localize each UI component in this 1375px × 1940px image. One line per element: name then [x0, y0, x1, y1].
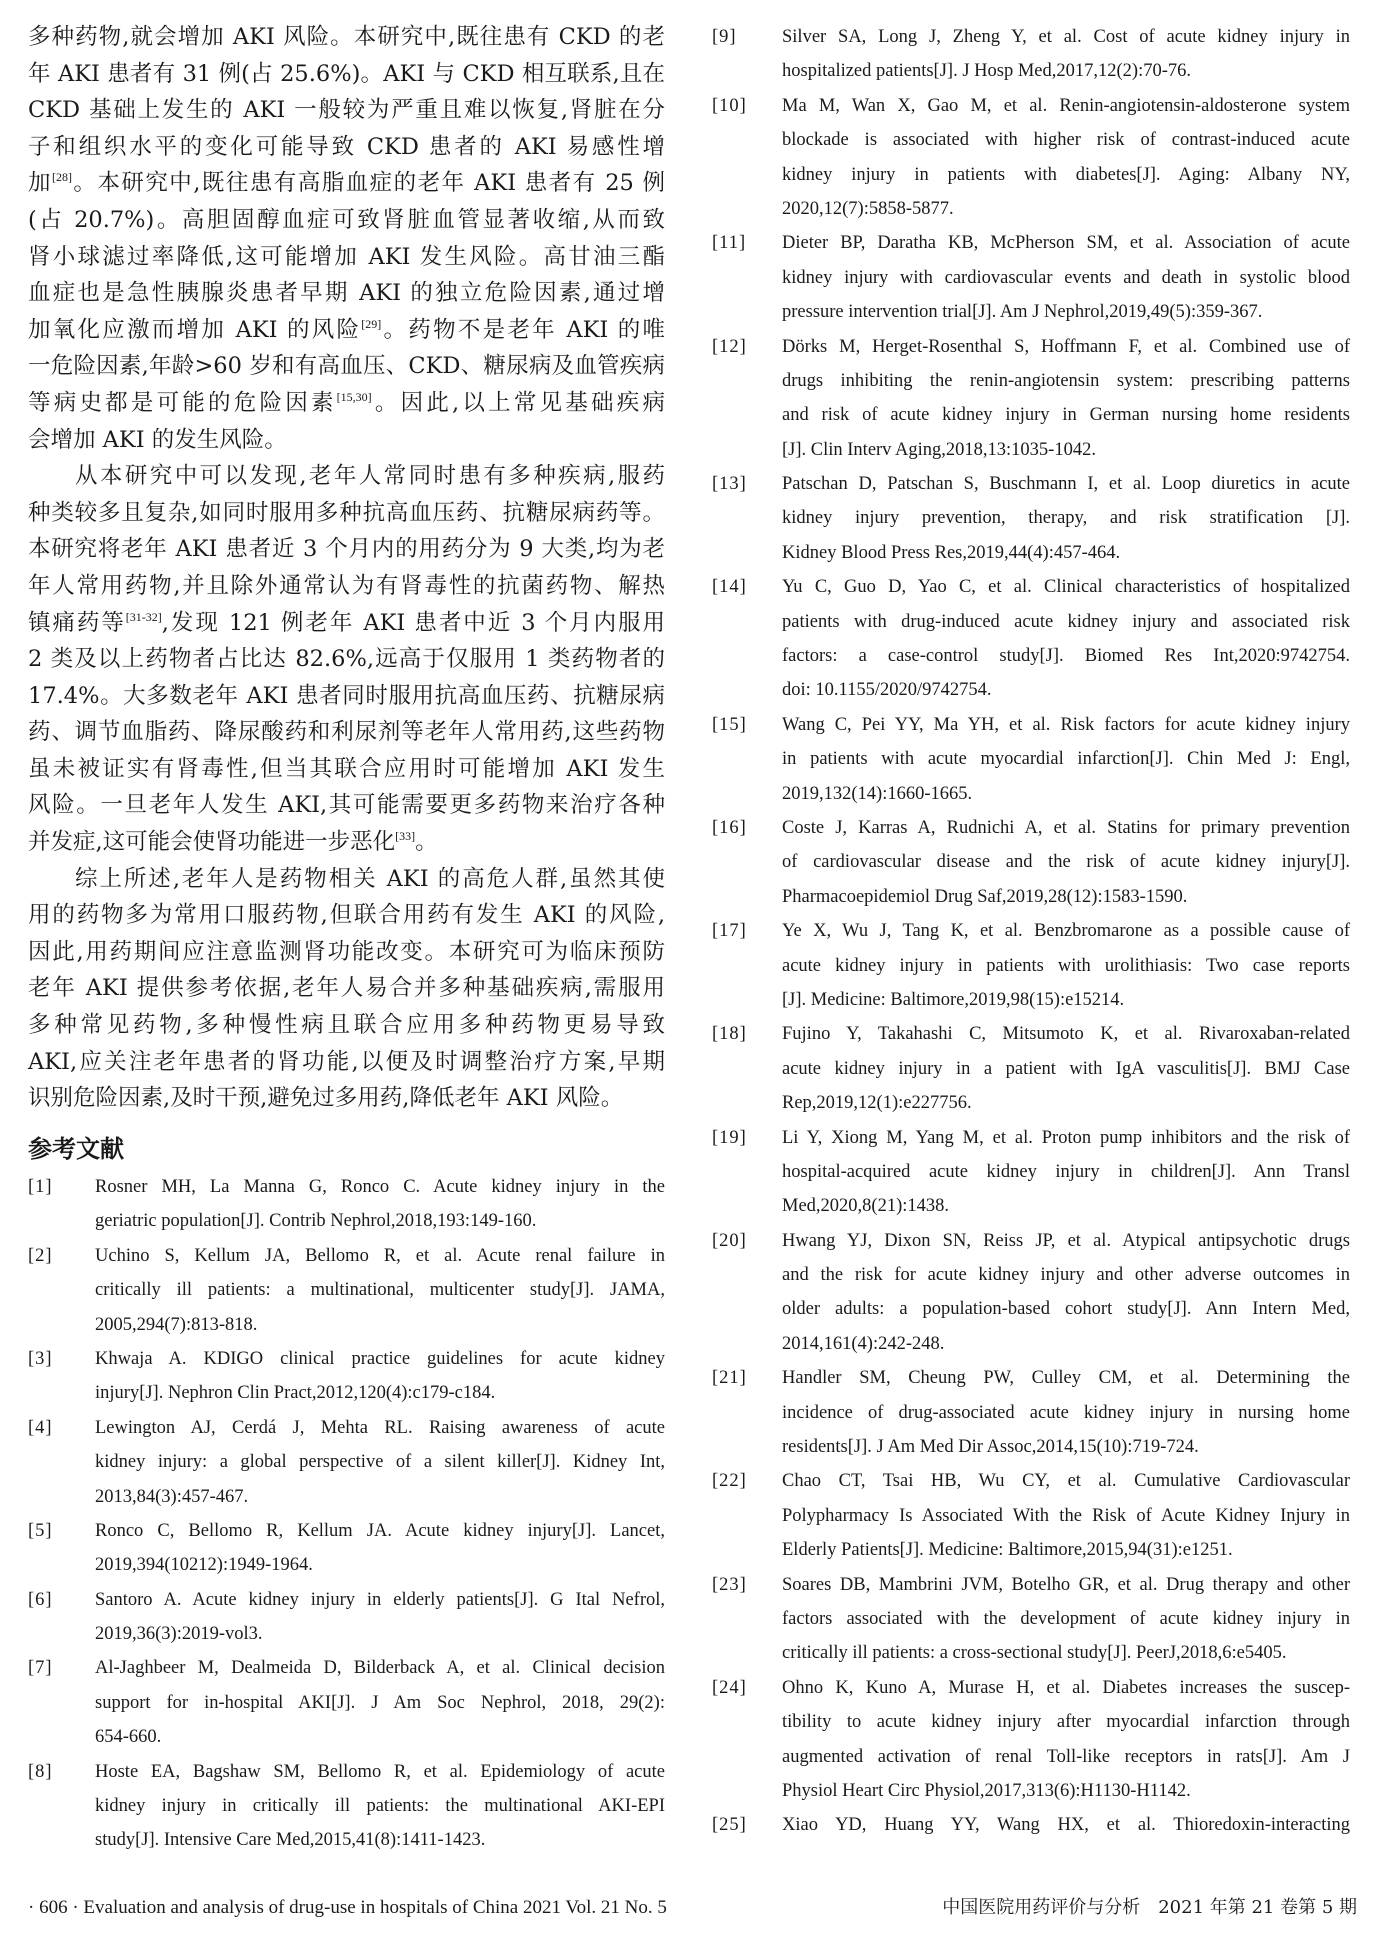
reference-item: [28, 1583, 665, 1652]
body-text-span: 并发症,这可能会使肾功能进一步恶化: [28, 829, 396, 856]
reference-item: [712, 226, 1352, 329]
reference-line: Rosner MH, La Manna G, Ronco C. Acute kidney injury in the: [95, 1177, 665, 1197]
body-line: [28, 422, 665, 459]
reference-line: 2005,294(7):813-818.: [95, 1314, 258, 1335]
body-text-span: 综上所述,老年人是药物相关 AKI 的高危人群,虽然其使: [75, 865, 665, 892]
reference-line: Polypharmacy Is Associated With the Risk of Acute Kidney Injury in: [782, 1505, 1350, 1526]
reference-number: [13]: [712, 474, 747, 495]
reference-line: Silver SA, Long J, Zheng Y, et al. Cost of acute kidney injury in: [782, 27, 1350, 47]
reference-line: Patschan D, Patschan S, Buschmann I, et al. Loop diuretics in acute: [782, 474, 1350, 495]
reference-item: [712, 1121, 1352, 1224]
reference-item: [28, 1411, 665, 1514]
reference-number: [19]: [712, 1127, 747, 1148]
body-text-span: 多种常见药物,多种慢性病且联合应用多种药物更易导致: [28, 1012, 665, 1039]
reference-line: 2014,161(4):242-248.: [782, 1333, 945, 1354]
reference-number: [1]: [28, 1177, 53, 1197]
reference-line: Ma M, Wan X, Gao M, et al. Renin-angiotensin-aldosterone system: [782, 95, 1350, 116]
reference-item: [28, 1755, 665, 1858]
reference-number: [14]: [712, 577, 747, 598]
body-line: [28, 458, 665, 495]
reference-line: older adults: a population-based cohort study[J]. Ann Intern Med,: [782, 1299, 1350, 1320]
body-line: [28, 202, 665, 239]
body-line: [28, 714, 665, 751]
reference-list-right: [712, 20, 1352, 1843]
body-line: [28, 861, 665, 898]
reference-line: support for in-hospital AKI[J]. J Am Soc Nephrol, 2018, 29(2):: [95, 1692, 665, 1713]
reference-line: blockade is associated with higher risk of contrast-induced acute: [782, 130, 1350, 151]
reference-line: and the risk for acute kidney injury and other adverse outcomes in: [782, 1265, 1350, 1286]
reference-line: kidney injury with cardiovascular events and death in systolic blood: [782, 267, 1350, 288]
body-text-span: 会增加 AKI 的发生风险。: [28, 426, 287, 453]
reference-line: in patients with acute myocardial infarction[J]. Chin Med J: Engl,: [782, 749, 1350, 770]
reference-line: residents[J]. J Am Med Dir Assoc,2014,15(10):719-724.: [782, 1437, 1199, 1458]
body-line: [28, 934, 665, 971]
reference-number: [11]: [712, 233, 747, 254]
reference-line: pressure intervention trial[J]. Am J Nephrol,2019,49(5):359-367.: [782, 302, 1263, 323]
reference-line: 2019,36(3):2019-vol3.: [95, 1624, 263, 1645]
reference-line: Khwaja A. KDIGO clinical practice guidelines for acute kidney: [95, 1348, 665, 1369]
body-line: [28, 970, 665, 1007]
reference-item: [712, 708, 1352, 811]
reference-line: augmented activation of renal Toll-like receptors in rats[J]. Am J: [782, 1746, 1350, 1767]
reference-line: Chao CT, Tsai HB, Wu CY, et al. Cumulative Cardiovascular: [782, 1471, 1350, 1492]
reference-item: [712, 467, 1352, 570]
body-line: [28, 824, 665, 861]
reference-item: [28, 1239, 665, 1342]
reference-number: [3]: [28, 1348, 53, 1369]
reference-line: Elderly Patients[J]. Medicine: Baltimore,2015,94(31):e1251.: [782, 1540, 1233, 1561]
reference-number: [15]: [712, 714, 747, 735]
body-line: [28, 312, 665, 349]
body-line: [28, 56, 665, 93]
footer-journal-chinese: 中国医院用药评价与分析 2021 年第 21 卷第 5 期: [942, 1897, 1357, 1918]
reference-line: study[J]. Intensive Care Med,2015,41(8):1411-1423.: [95, 1830, 486, 1851]
body-text-span: 虽未被证实有肾毒性,但当其联合应用时可能增加 AKI 发生: [28, 755, 665, 782]
body-line: [28, 1007, 665, 1044]
body-line: [28, 495, 665, 532]
reference-line: critically ill patients: a cross-sectional study[J]. PeerJ,2018,6:e5405.: [782, 1643, 1287, 1664]
reference-item: [712, 1224, 1352, 1362]
reference-line: Hwang YJ, Dixon SN, Reiss JP, et al. Atypical antipsychotic drugs: [782, 1230, 1350, 1251]
reference-line: Ohno K, Kuno A, Murase H, et al. Diabetes increases the suscep-: [782, 1677, 1350, 1698]
reference-number: [10]: [712, 95, 747, 116]
body-text-span: 从本研究中可以发现,老年人常同时患有多种疾病,服药: [75, 463, 665, 490]
reference-item: [712, 914, 1352, 1017]
body-text-span: 子和组织水平的变化可能导致 CKD 患者的 AKI 易感性增: [28, 133, 665, 160]
reference-line: Al-Jaghbeer M, Dealmeida D, Bilderback A, et al. Clinical decision: [95, 1658, 665, 1679]
reference-list-left: [28, 1170, 665, 1858]
reference-line: Xiao YD, Huang YY, Wang HX, et al. Thioredoxin-interacting: [782, 1815, 1350, 1836]
reference-line: doi: 10.1155/2020/9742754.: [782, 680, 992, 701]
reference-number: [17]: [712, 921, 747, 942]
reference-number: [6]: [28, 1589, 53, 1610]
citation-superscript[interactable]: [29]: [361, 316, 382, 331]
body-text-span: 识别危险因素,及时干预,避免过多用药,降低老年 AKI 风险。: [28, 1085, 624, 1112]
reference-number: [2]: [28, 1245, 53, 1266]
reference-number: [25]: [712, 1815, 747, 1836]
reference-line: Ye X, Wu J, Tang K, et al. Benzbromarone as a possible cause of: [782, 921, 1350, 942]
reference-number: [9]: [712, 27, 737, 47]
reference-item: [712, 1671, 1352, 1809]
reference-number: [16]: [712, 817, 747, 838]
body-text-span: 。本研究中,既往患有高脂血症的老年 AKI 患者有 25 例: [71, 170, 665, 197]
reference-line: patients with drug-induced acute kidney injury and associated risk: [782, 611, 1350, 632]
body-text-span: 本研究将老年 AKI 患者近 3 个月内的用药分为 9 大类,均为老: [28, 536, 665, 563]
body-text-span: 老年 AKI 提供参考依据,老年人易合并多种基础疾病,需服用: [28, 975, 665, 1002]
reference-line: injury[J]. Nephron Clin Pract,2012,120(4):c179-c184.: [95, 1383, 496, 1404]
body-line: [28, 1044, 665, 1081]
body-line: [28, 385, 665, 422]
reference-item: [712, 570, 1352, 708]
body-text-span: 2 类及以上药物者占比达 82.6%,远高于仅服用 1 类药物者的: [28, 646, 665, 673]
body-text-span: 血症也是急性胰腺炎患者早期 AKI 的独立危险因素,通过增: [28, 280, 665, 307]
body-line: [28, 568, 665, 605]
body-text-span: 风险。一旦老年人发生 AKI,其可能需要更多药物来治疗各种: [28, 792, 665, 819]
body-line: [28, 751, 665, 788]
reference-item: [28, 1342, 665, 1411]
reference-item: [712, 1361, 1352, 1464]
body-text-span: 用的药物多为常用口服药物,但联合用药有发生 AKI 的风险,: [28, 902, 665, 929]
reference-line: 2019,394(10212):1949-1964.: [95, 1555, 313, 1576]
reference-number: [7]: [28, 1658, 53, 1679]
reference-item: [712, 20, 1352, 89]
body-text-span: CKD 基础上发生的 AKI 一般较为严重且难以恢复,肾脏在分: [28, 97, 665, 124]
reference-number: [8]: [28, 1761, 53, 1782]
body-line: [28, 605, 665, 642]
body-text-span: 等病史都是可能的危险因素: [28, 389, 337, 416]
body-line: [28, 678, 665, 715]
reference-line: Physiol Heart Circ Physiol,2017,313(6):H1130-H1142.: [782, 1780, 1191, 1801]
body-text-span: 加氧化应激而增加 AKI 的风险: [28, 316, 362, 343]
body-line: [28, 787, 665, 824]
reference-number: [21]: [712, 1368, 747, 1389]
body-text-span: 一危险因素,年龄>60 岁和有高血压、CKD、糖尿病及血管疾病: [28, 353, 665, 380]
reference-item: [28, 1651, 665, 1754]
body-text-span: AKI,应关注老年患者的肾功能,以便及时调整治疗方案,早期: [28, 1048, 665, 1075]
reference-number: [24]: [712, 1677, 747, 1698]
reference-line: Coste J, Karras A, Rudnichi A, et al. Statins for primary prevention: [782, 817, 1350, 838]
body-line: [28, 1080, 665, 1117]
body-line: [28, 897, 665, 934]
body-text-span: 。因此,以上常见基础疾病: [371, 389, 665, 416]
reference-line: kidney injury in patients with diabetes[J]. Aging: Albany NY,: [782, 164, 1350, 185]
body-text: [28, 19, 665, 1117]
reference-line: drugs inhibiting the renin-angiotensin system: prescribing patterns: [782, 370, 1350, 391]
reference-line: Fujino Y, Takahashi C, Mitsumoto K, et al. Rivaroxaban-related: [782, 1024, 1350, 1045]
reference-item: [28, 1170, 665, 1239]
reference-line: 2013,84(3):457-467.: [95, 1486, 249, 1507]
reference-line: Wang C, Pei YY, Ma YH, et al. Risk factors for acute kidney injury: [782, 714, 1350, 735]
reference-line: Li Y, Xiong M, Yang M, et al. Proton pump inhibitors and the risk of: [782, 1127, 1350, 1148]
reference-line: Soares DB, Mambrini JVM, Botelho GR, et al. Drug therapy and other: [782, 1574, 1350, 1595]
reference-line: hospital-acquired acute kidney injury in children[J]. Ann Transl: [782, 1161, 1350, 1182]
body-line: [28, 19, 665, 56]
body-line: [28, 348, 665, 385]
reference-line: 2019,132(14):1660-1665.: [782, 783, 973, 804]
citation-superscript[interactable]: [15,30]: [336, 389, 372, 404]
body-line: [28, 129, 665, 166]
body-text-span: 。: [415, 829, 438, 856]
citation-superscript[interactable]: [31-32]: [125, 609, 162, 624]
reference-item: [712, 811, 1352, 914]
citation-superscript[interactable]: [28]: [51, 170, 72, 185]
body-text-span: 加: [28, 170, 52, 197]
body-line: [28, 531, 665, 568]
reference-line: kidney injury in critically ill patients: the multinational AKI-EPI: [95, 1796, 665, 1817]
reference-line: kidney injury: a global perspective of a silent killer[J]. Kidney Int,: [95, 1452, 665, 1473]
reference-line: Uchino S, Kellum JA, Bellomo R, et al. Acute renal failure in: [95, 1245, 665, 1266]
reference-item: [712, 330, 1352, 468]
reference-line: kidney injury prevention, therapy, and risk stratification [J].: [782, 508, 1350, 529]
reference-line: 2020,12(7):5858-5877.: [782, 198, 954, 219]
body-line: [28, 239, 665, 276]
reference-number: [20]: [712, 1230, 747, 1251]
reference-line: Dieter BP, Daratha KB, McPherson SM, et al. Association of acute: [782, 233, 1350, 254]
reference-line: Pharmacoepidemiol Drug Saf,2019,28(12):1583-1590.: [782, 886, 1188, 907]
reference-number: [23]: [712, 1574, 747, 1595]
citation-superscript[interactable]: [33]: [395, 829, 416, 844]
reference-line: Lewington AJ, Cerdá J, Mehta RL. Raising awareness of acute: [95, 1417, 665, 1438]
reference-line: tibility to acute kidney injury after myocardial infarction through: [782, 1712, 1350, 1733]
reference-item: [712, 1568, 1352, 1671]
reference-item: [712, 1464, 1352, 1567]
reference-line: acute kidney injury in a patient with IgA vasculitis[J]. BMJ Case: [782, 1058, 1350, 1079]
reference-line: Ronco C, Bellomo R, Kellum JA. Acute kidney injury[J]. Lancet,: [95, 1520, 665, 1541]
reference-line: [J]. Medicine: Baltimore,2019,98(15):e15214.: [782, 989, 1125, 1010]
body-text-span: 多种药物,就会增加 AKI 风险。本研究中,既往患有 CKD 的老: [28, 24, 665, 50]
reference-line: Yu C, Guo D, Yao C, et al. Clinical characteristics of hospitalized: [782, 577, 1350, 598]
body-text-span: 因此,用药期间应注意监测肾功能改变。本研究可为临床预防: [28, 938, 665, 965]
reference-item: [712, 89, 1352, 227]
reference-item: [712, 1017, 1352, 1120]
reference-line: Hoste EA, Bagshaw SM, Bellomo R, et al. Epidemiology of acute: [95, 1761, 665, 1782]
reference-line: Handler SM, Cheung PW, Culley CM, et al. Determining the: [782, 1368, 1350, 1389]
reference-number: [18]: [712, 1024, 747, 1045]
reference-number: [4]: [28, 1417, 53, 1438]
reference-line: Kidney Blood Press Res,2019,44(4):457-464.: [782, 542, 1121, 563]
reference-line: acute kidney injury in patients with urolithiasis: Two case reports: [782, 955, 1350, 976]
reference-line: Santoro A. Acute kidney injury in elderly patients[J]. G Ital Nefrol,: [95, 1589, 665, 1610]
body-text-span: 年 AKI 患者有 31 例(占 25.6%)。AKI 与 CKD 相互联系,且在: [28, 60, 665, 87]
body-text-span: 17.4%。大多数老年 AKI 患者同时服用抗高血压药、抗糖尿病: [28, 682, 665, 709]
reference-item: [712, 1808, 1352, 1842]
body-line: [28, 275, 665, 312]
references-heading: 参考文献: [28, 1135, 124, 1163]
footer-journal-english: · 606 · Evaluation and analysis of drug-use in hospitals of China 2021 Vol. 21 No. 5: [28, 1897, 667, 1918]
reference-number: [12]: [712, 336, 747, 357]
reference-line: Rep,2019,12(1):e227756.: [782, 1093, 972, 1114]
body-text-span: (占 20.7%)。高胆固醇血症可致肾脏血管显著收缩,从而致: [28, 206, 665, 233]
reference-line: factors: a case-control study[J]. Biomed Res Int,2020:9742754.: [782, 646, 1350, 667]
body-line: [28, 165, 665, 202]
reference-number: [5]: [28, 1520, 53, 1541]
reference-line: 654-660.: [95, 1727, 162, 1748]
body-text-span: 镇痛药等: [28, 609, 126, 636]
body-text-span: ,发现 121 例老年 AKI 患者中近 3 个月内服用: [161, 609, 665, 636]
reference-line: Dörks M, Herget-Rosenthal S, Hoffmann F, et al. Combined use of: [782, 336, 1350, 357]
body-text-span: 年人常用药物,并且除外通常认为有肾毒性的抗菌药物、解热: [28, 572, 665, 599]
body-line: [28, 641, 665, 678]
body-text-span: 药、调节血脂药、降尿酸药和利尿剂等老年人常用药,这些药物: [28, 719, 665, 746]
reference-item: [28, 1514, 665, 1583]
reference-line: incidence of drug-associated acute kidney injury in nursing home: [782, 1402, 1350, 1423]
body-line: [28, 92, 665, 129]
reference-line: hospitalized patients[J]. J Hosp Med,2017,12(2):70-76.: [782, 61, 1191, 82]
reference-line: factors associated with the development of acute kidney injury in: [782, 1608, 1350, 1629]
body-text-span: 种类较多且复杂,如同时服用多种抗高血压药、抗糖尿病药等。: [28, 499, 665, 526]
reference-line: geriatric population[J]. Contrib Nephrol,2018,193:149-160.: [95, 1211, 537, 1232]
reference-line: critically ill patients: a multinational, multicenter study[J]. JAMA,: [95, 1280, 665, 1301]
reference-line: and risk of acute kidney injury in German nursing home residents: [782, 405, 1350, 426]
reference-line: [J]. Clin Interv Aging,2018,13:1035-1042.: [782, 439, 1096, 460]
reference-line: of cardiovascular disease and the risk of acute kidney injury[J].: [782, 852, 1350, 873]
reference-number: [22]: [712, 1471, 747, 1492]
body-text-span: 。药物不是老年 AKI 的唯: [381, 316, 665, 343]
reference-line: Med,2020,8(21):1438.: [782, 1196, 949, 1217]
body-text-span: 肾小球滤过率降低,这可能增加 AKI 发生风险。高甘油三酯: [28, 243, 665, 270]
